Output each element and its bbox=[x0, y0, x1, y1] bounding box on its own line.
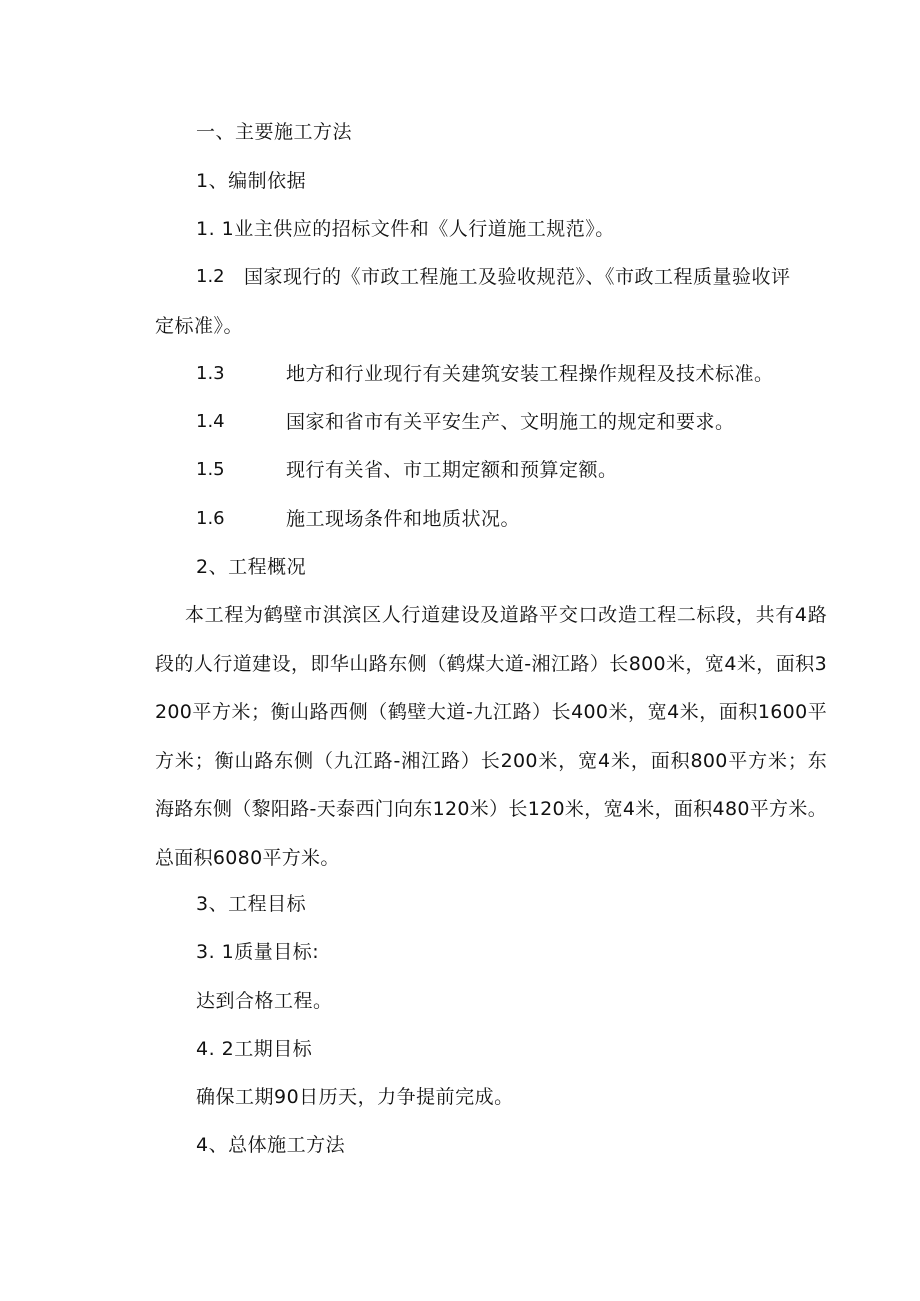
item-1-3-number: 1.3 bbox=[196, 363, 225, 384]
item-1-5-text: 现行有关省、市工期定额和预算定额。 bbox=[286, 459, 618, 481]
quality-goal-text: 达到合格工程。 bbox=[196, 990, 333, 1012]
item-1-6-number: 1.6 bbox=[196, 508, 225, 529]
overview-paragraph: 本工程为鹤壁市淇滨区人行道建设及道路平交口改造工程二标段，共有4路段的人行道建设，即华山路东侧（鹤煤大道-湘江路）长800米，宽4米，面积3200平方米；衡山路西侧（鹤壁大道-九江路）长400米，宽4米，面积1600平方米；衡山路东侧（九江路-湘江路）长200米，宽4米，面积800平方米；东海路东侧（黎阳路-天泰西门向东120米）长120米，宽4米，面积480平方米。总面积6080平方米。 bbox=[155, 604, 827, 869]
item-1-4-number: 1.4 bbox=[196, 411, 225, 432]
item-1-1: 1. 1业主供应的招标文件和《人行道施工规范》。 bbox=[196, 218, 615, 240]
item-1-2-number: 1.2 bbox=[196, 266, 225, 287]
item-1-5-number: 1.5 bbox=[196, 459, 225, 480]
basis-heading: 1、编制依据 bbox=[196, 170, 307, 192]
item-1-2-text: 国家现行的《市政工程施工及验收规范》、《市政工程质量验收评 bbox=[244, 266, 791, 288]
overview-heading: 2、工程概况 bbox=[196, 556, 307, 578]
schedule-goal-text: 确保工期90日历天，力争提前完成。 bbox=[196, 1086, 514, 1108]
goals-heading: 3、工程目标 bbox=[196, 893, 307, 915]
quality-goal-heading: 3. 1质量目标: bbox=[196, 941, 320, 963]
section-title: 一、主要施工方法 bbox=[196, 121, 353, 143]
item-1-4-text: 国家和省市有关平安生产、文明施工的规定和要求。 bbox=[286, 411, 735, 433]
construction-method-heading: 4、总体施工方法 bbox=[196, 1134, 346, 1156]
item-1-6-text: 施工现场条件和地质状况。 bbox=[286, 508, 521, 530]
item-1-2-text-continued: 定标准》。 bbox=[155, 315, 244, 337]
item-1-3-text: 地方和行业现行有关建筑安装工程操作规程及技术标准。 bbox=[286, 363, 774, 385]
schedule-goal-heading: 4. 2工期目标 bbox=[196, 1038, 313, 1060]
